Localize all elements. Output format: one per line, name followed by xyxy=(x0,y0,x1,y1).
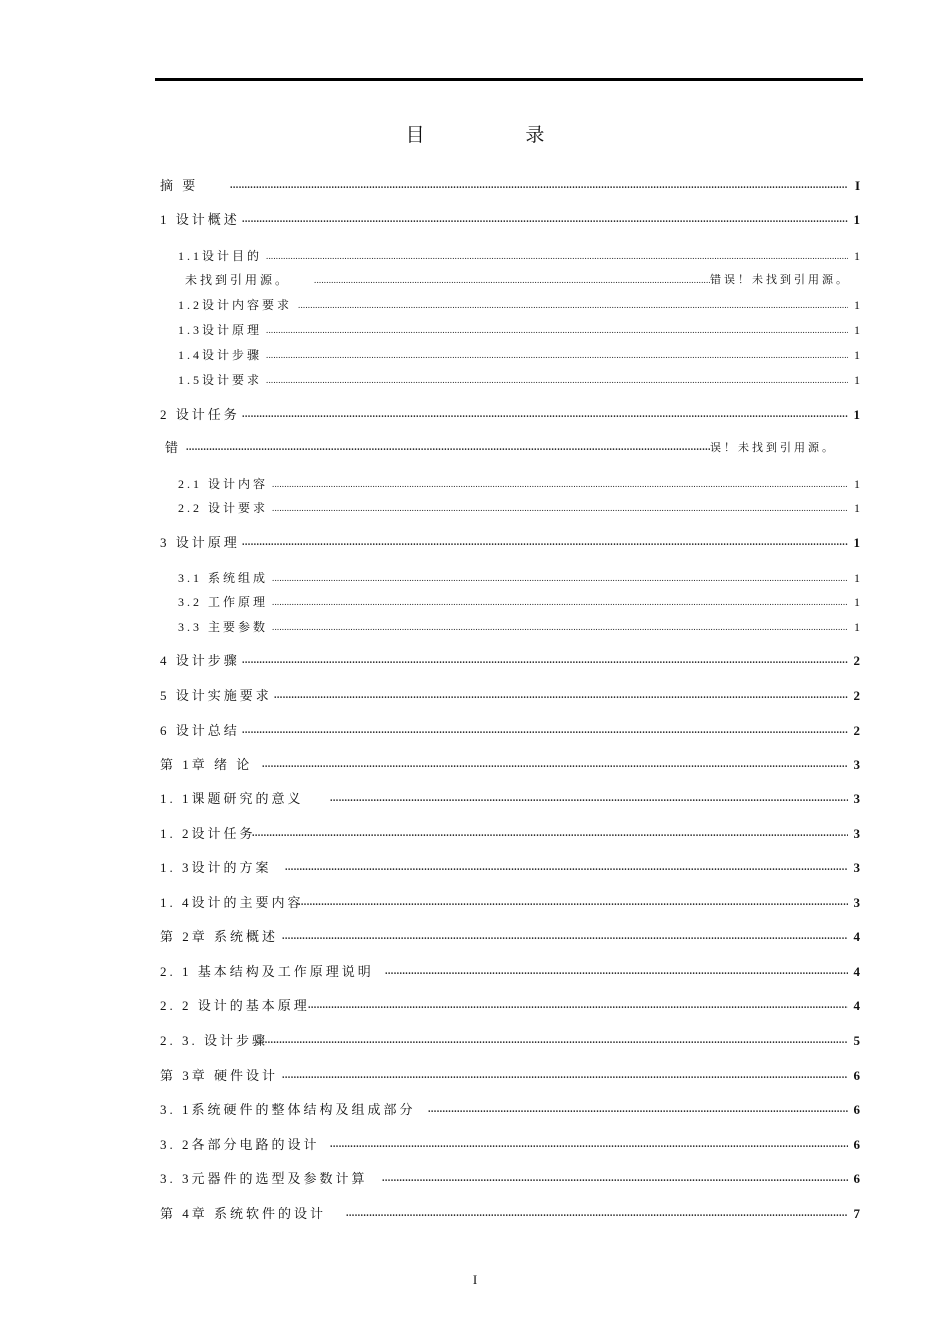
toc-dot-leader xyxy=(285,858,848,878)
toc-entry-label: 3.3 主要参数 xyxy=(178,620,269,634)
toc-dot-leader xyxy=(266,345,848,365)
toc-entry-page: 6 xyxy=(853,1137,860,1152)
toc-entry-page: 1 xyxy=(854,323,860,337)
toc-dot-leader xyxy=(186,438,710,458)
toc-entry[interactable] xyxy=(0,270,950,290)
toc-dot-leader xyxy=(242,651,848,671)
toc-entry-page: 4 xyxy=(853,998,860,1013)
toc-entry-page: 1 xyxy=(853,535,860,550)
toc-entry-label: 3. 1系统硬件的整体结构及组成部分 xyxy=(160,1102,416,1117)
toc-entry[interactable] xyxy=(0,474,950,494)
page-title: 目 录 xyxy=(405,125,593,146)
toc-entry-page: 1 xyxy=(854,571,860,585)
toc-entry[interactable] xyxy=(0,1169,950,1189)
toc-entry-page: 2 xyxy=(853,653,860,668)
toc-entry[interactable] xyxy=(0,789,950,809)
toc-dot-leader xyxy=(266,246,848,266)
toc-entry-label: 错 xyxy=(165,440,182,455)
toc-entry-label: 1.1设计目的 xyxy=(178,249,263,263)
toc-dot-leader xyxy=(298,893,848,913)
header-rule xyxy=(155,78,863,81)
toc-dot-leader xyxy=(272,568,848,588)
toc-entry-error-text: 误！未找到引用源。 xyxy=(710,442,836,454)
toc-entry-label: 2.2 设计要求 xyxy=(178,501,269,515)
toc-entry-page: 1 xyxy=(854,501,860,515)
toc-dot-leader xyxy=(252,824,848,844)
toc-entry-page: 3 xyxy=(853,757,860,772)
toc-dot-leader xyxy=(308,996,848,1016)
toc-entry-label: 3. 3元器件的选型及参数计算 xyxy=(160,1171,368,1186)
toc-dot-leader xyxy=(346,1204,848,1224)
toc-entry-page: 1 xyxy=(854,595,860,609)
toc-entry-label: 4 设计步骤 xyxy=(160,653,240,668)
toc-entry-label: 3.2 工作原理 xyxy=(178,595,269,609)
toc-entry[interactable] xyxy=(0,927,950,947)
toc-entry-label: 2. 1 基本结构及工作原理说明 xyxy=(160,964,374,979)
toc-entry[interactable] xyxy=(0,498,950,518)
toc-entry-label: 摘 要 xyxy=(160,178,199,193)
toc-entry[interactable] xyxy=(0,438,950,458)
toc-entry[interactable] xyxy=(0,858,950,878)
toc-entry[interactable] xyxy=(0,568,950,588)
toc-dot-leader xyxy=(385,962,848,982)
toc-entry-label: 第 4章 系统软件的设计 xyxy=(160,1206,327,1221)
toc-dot-leader xyxy=(282,1066,848,1086)
toc-entry-page: 6 xyxy=(853,1068,860,1083)
toc-entry[interactable] xyxy=(0,176,950,196)
toc-entry-page: I xyxy=(854,178,860,193)
toc-dot-leader xyxy=(272,617,848,637)
toc-entry-label: 2.1 设计内容 xyxy=(178,477,269,491)
toc-entry[interactable] xyxy=(0,533,950,553)
toc-entry-page: 1 xyxy=(854,298,860,312)
toc-entry[interactable] xyxy=(0,345,950,365)
toc-dot-leader xyxy=(298,295,848,315)
toc-entry-label: 2 设计任务 xyxy=(160,407,240,422)
toc-entry-label: 5 设计实施要求 xyxy=(160,688,272,703)
toc-entry-page: 1 xyxy=(854,348,860,362)
toc-entry[interactable] xyxy=(0,1031,950,1051)
toc-entry-label: 1. 4设计的主要内容 xyxy=(160,895,304,910)
toc-entry-label: 3.1 系统组成 xyxy=(178,571,269,585)
toc-entry[interactable] xyxy=(0,210,950,230)
toc-entry[interactable] xyxy=(0,824,950,844)
page-number: I xyxy=(472,1272,478,1287)
toc-entry-page: 6 xyxy=(853,1102,860,1117)
toc-entry[interactable] xyxy=(0,893,950,913)
toc-dot-leader xyxy=(242,405,848,425)
toc-dot-leader xyxy=(230,176,848,196)
toc-entry-error-text: 错误！未找到引用源。 xyxy=(710,274,850,286)
toc-dot-leader xyxy=(272,592,848,612)
toc-entry-page: 3 xyxy=(853,826,860,841)
toc-entry-page: 1 xyxy=(853,212,860,227)
toc-entry-page: 6 xyxy=(853,1171,860,1186)
toc-entry-label: 2. 2 设计的基本原理 xyxy=(160,998,310,1013)
toc-entry-page: 3 xyxy=(853,895,860,910)
toc-entry[interactable] xyxy=(0,1100,950,1120)
toc-dot-leader xyxy=(428,1100,848,1120)
toc-dot-leader xyxy=(314,270,710,290)
toc-entry-page: 7 xyxy=(853,1206,860,1221)
toc-dot-leader xyxy=(274,686,848,706)
toc-entry[interactable] xyxy=(0,721,950,741)
toc-entry-page: 4 xyxy=(853,929,860,944)
toc-entry[interactable] xyxy=(0,1135,950,1155)
toc-entry[interactable] xyxy=(0,755,950,775)
toc-entry-page: 3 xyxy=(853,860,860,875)
toc-entry-label: 1.3设计原理 xyxy=(178,323,263,337)
toc-entry-page: 1 xyxy=(854,620,860,634)
toc-entry-label: 1 设计概述 xyxy=(160,212,240,227)
toc-entry-page: 1 xyxy=(854,477,860,491)
toc-entry-label: 第 1章 绪 论 xyxy=(160,757,253,772)
toc-entry[interactable] xyxy=(0,651,950,671)
toc-entry-label: 1.4设计步骤 xyxy=(178,348,263,362)
toc-entry-label: 1. 3设计的方案 xyxy=(160,860,272,875)
toc-entry[interactable] xyxy=(0,996,950,1016)
toc-dot-leader xyxy=(242,533,848,553)
toc-entry[interactable] xyxy=(0,320,950,340)
toc-entry[interactable] xyxy=(0,962,950,982)
toc-dot-leader xyxy=(382,1169,848,1189)
toc-entry-page: 2 xyxy=(853,688,860,703)
toc-dot-leader xyxy=(262,755,848,775)
toc-entry[interactable] xyxy=(0,1204,950,1224)
toc-dot-leader xyxy=(266,320,848,340)
toc-dot-leader xyxy=(256,1031,848,1051)
toc-dot-leader xyxy=(272,498,848,518)
toc-dot-leader xyxy=(242,210,848,230)
toc-entry-label: 1.2设计内容要求 xyxy=(178,298,293,312)
toc-entry[interactable] xyxy=(0,617,950,637)
toc-dot-leader xyxy=(242,721,848,741)
toc-entry-label: 3 设计原理 xyxy=(160,535,240,550)
toc-entry-page: 1 xyxy=(854,373,860,387)
toc-dot-leader xyxy=(330,789,848,809)
toc-entry-label: 未找到引用源。 xyxy=(185,273,291,287)
toc-entry-label: 6 设计总结 xyxy=(160,723,240,738)
toc-entry[interactable] xyxy=(0,246,950,266)
toc-dot-leader xyxy=(282,927,848,947)
toc-entry-page: 4 xyxy=(853,964,860,979)
toc-entry-label: 1. 1课题研究的意义 xyxy=(160,791,304,806)
toc-entry-page: 2 xyxy=(853,723,860,738)
toc-entry-page: 1 xyxy=(853,407,860,422)
toc-entry-page: 1 xyxy=(854,249,860,263)
toc-entry[interactable] xyxy=(0,1066,950,1086)
toc-entry[interactable] xyxy=(0,592,950,612)
toc-entry-page: 5 xyxy=(853,1033,860,1048)
toc-entry-label: 1. 2设计任务 xyxy=(160,826,256,841)
toc-dot-leader xyxy=(272,474,848,494)
toc-entry-label: 3. 2各部分电路的设计 xyxy=(160,1137,320,1152)
toc-entry-page: 3 xyxy=(853,791,860,806)
toc-entry[interactable] xyxy=(0,295,950,315)
toc-dot-leader xyxy=(266,370,848,390)
toc-entry-label: 2. 3. 设计步骤 xyxy=(160,1033,269,1048)
toc-entry[interactable] xyxy=(0,370,950,390)
toc-entry-label: 第 2章 系统概述 xyxy=(160,929,279,944)
toc-entry[interactable] xyxy=(0,405,950,425)
toc-entry-label: 1.5设计要求 xyxy=(178,373,263,387)
toc-entry[interactable] xyxy=(0,686,950,706)
toc-dot-leader xyxy=(330,1135,848,1155)
toc-entry-label: 第 3章 硬件设计 xyxy=(160,1068,279,1083)
